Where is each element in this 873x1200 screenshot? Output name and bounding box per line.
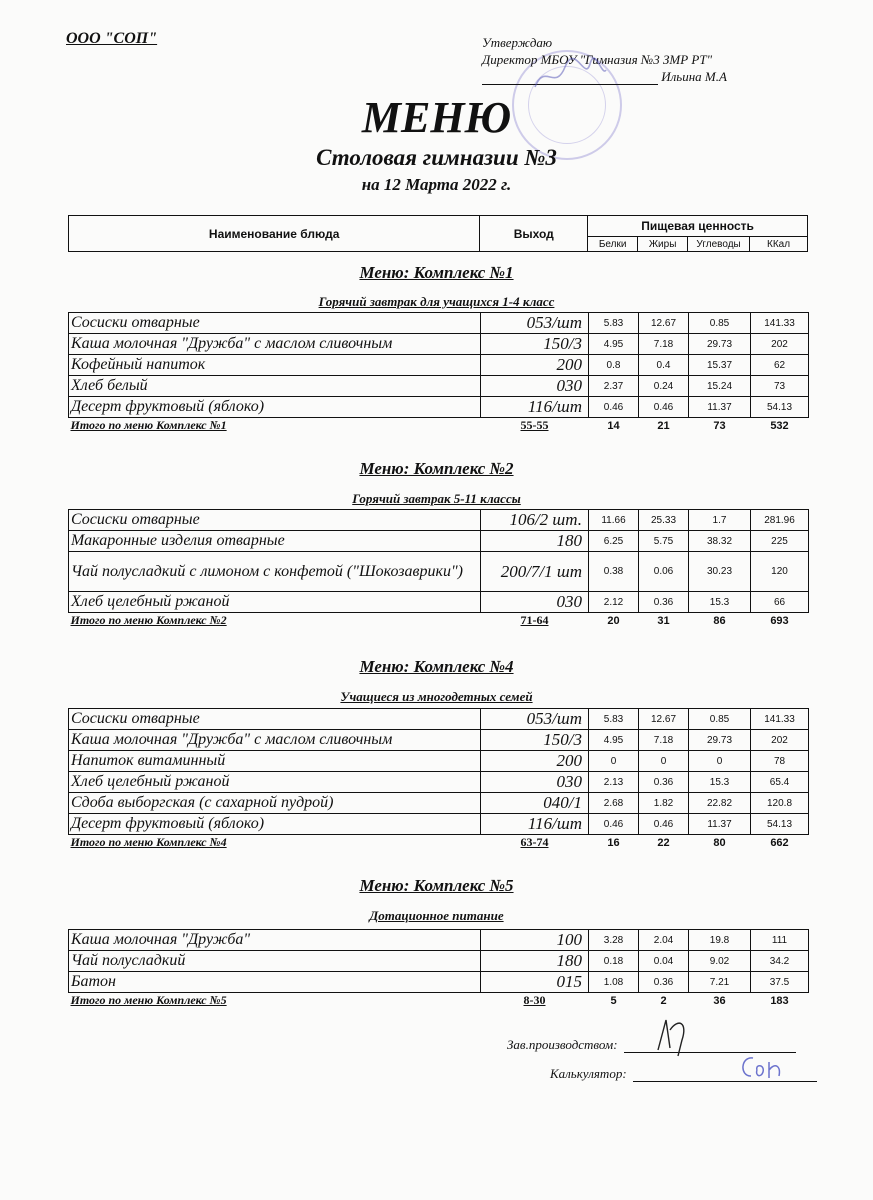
table-row: [69, 355, 809, 376]
total-label: Итого по меню Комплекс №2: [70, 613, 227, 627]
section-subtitle: Горячий завтрак для учащихся 1-4 класс: [318, 294, 555, 309]
dish-name: Батон: [69, 972, 481, 993]
production-signature-icon: [648, 1010, 698, 1060]
total-yield: 63-74: [520, 835, 549, 849]
dish-fat: 25.33: [639, 510, 689, 531]
menu-table-complex-2: [68, 509, 809, 628]
table-row: [69, 972, 809, 993]
dish-kcal: 34.2: [751, 951, 809, 972]
page-title: МЕНЮ: [361, 93, 512, 142]
dish-name: Сдоба выборгская (с сахарной пудрой): [69, 793, 481, 814]
dish-carbs: 29.73: [689, 730, 751, 751]
dish-protein: 3.28: [589, 930, 639, 951]
header-yield: Выход: [480, 216, 588, 252]
dish-fat: 0.4: [639, 355, 689, 376]
approve-label: Утверждаю: [482, 35, 553, 50]
total-row: [69, 993, 809, 1009]
dish-kcal: 73: [751, 376, 809, 397]
approve-name: Ильина М.А: [661, 69, 727, 84]
table-row: [69, 552, 809, 592]
total-carbs: 80: [713, 836, 726, 849]
menu-date: на 12 Марта 2022 г.: [361, 175, 512, 194]
dish-yield: 150/3: [481, 334, 589, 355]
table-row: [69, 772, 809, 793]
dish-protein: 0.8: [589, 355, 639, 376]
total-protein: 5: [610, 994, 617, 1007]
dish-fat: 7.18: [639, 730, 689, 751]
dish-protein: 2.13: [589, 772, 639, 793]
dish-name: Каша молочная "Дружба" с маслом сливочным: [69, 334, 481, 355]
dish-yield: 030: [481, 376, 589, 397]
dish-carbs: 19.8: [689, 930, 751, 951]
dish-carbs: 9.02: [689, 951, 751, 972]
total-protein: 16: [607, 836, 620, 849]
dish-kcal: 65.4: [751, 772, 809, 793]
dish-yield: 053/шт: [481, 313, 589, 334]
table-row: [69, 313, 809, 334]
dish-yield: 150/3: [481, 730, 589, 751]
total-row: [69, 418, 809, 434]
dish-carbs: 11.37: [689, 814, 751, 835]
dish-protein: 5.83: [589, 313, 639, 334]
section-title: Меню: Комплекс №5: [359, 876, 514, 895]
dish-yield: 015: [481, 972, 589, 993]
dish-kcal: 37.5: [751, 972, 809, 993]
dish-fat: 0: [639, 751, 689, 772]
total-yield: 8-30: [523, 993, 546, 1007]
header-dish: Наименование блюда: [69, 216, 480, 252]
dish-yield: 053/шт: [481, 709, 589, 730]
approve-position: Директор МБОУ "Гимназия №3 ЗМР РТ": [482, 52, 713, 67]
table-row: [69, 793, 809, 814]
total-carbs: 73: [713, 419, 726, 432]
dish-carbs: 15.3: [689, 772, 751, 793]
menu-table-complex-5: [68, 929, 809, 1008]
section-title: Меню: Комплекс №4: [359, 657, 514, 676]
dish-kcal: 54.13: [751, 814, 809, 835]
dish-kcal: 225: [751, 531, 809, 552]
dish-name: Хлеб целебный ржаной: [69, 772, 481, 793]
calculator-signature-icon: [735, 1048, 795, 1084]
table-row: [69, 510, 809, 531]
dish-yield: 180: [481, 951, 589, 972]
total-label: Итого по меню Комплекс №4: [70, 835, 227, 849]
dish-name: Макаронные изделия отварные: [69, 531, 481, 552]
dish-name: Каша молочная "Дружба" с маслом сливочным: [69, 730, 481, 751]
dish-protein: 6.25: [589, 531, 639, 552]
table-row: [69, 397, 809, 418]
dish-carbs: 15.3: [689, 592, 751, 613]
table-row: [69, 814, 809, 835]
dish-carbs: 15.24: [689, 376, 751, 397]
dish-yield: 200: [481, 355, 589, 376]
dish-fat: 0.04: [639, 951, 689, 972]
dish-kcal: 202: [751, 730, 809, 751]
dish-yield: 040/1: [481, 793, 589, 814]
total-fat: 31: [657, 614, 670, 627]
dish-fat: 0.06: [639, 552, 689, 592]
dish-yield: 030: [481, 592, 589, 613]
dish-carbs: 22.82: [689, 793, 751, 814]
total-fat: 21: [657, 419, 670, 432]
signature-production-label: Зав.производством:: [507, 1037, 618, 1052]
dish-kcal: 141.33: [751, 313, 809, 334]
header-carbs: Углеводы: [688, 237, 750, 252]
dish-kcal: 111: [751, 930, 809, 951]
dish-protein: 4.95: [589, 730, 639, 751]
dish-kcal: 66: [751, 592, 809, 613]
dish-kcal: 202: [751, 334, 809, 355]
dish-protein: 11.66: [589, 510, 639, 531]
header-protein: Белки: [588, 237, 638, 252]
header-nutrition: Пищевая ценность: [588, 216, 808, 237]
dish-fat: 12.67: [639, 709, 689, 730]
dish-kcal: 78: [751, 751, 809, 772]
dish-name: Сосиски отварные: [69, 313, 481, 334]
dish-protein: 0.38: [589, 552, 639, 592]
dish-carbs: 38.32: [689, 531, 751, 552]
table-row: [69, 730, 809, 751]
table-row: [69, 592, 809, 613]
dish-kcal: 54.13: [751, 397, 809, 418]
dish-yield: 200: [481, 751, 589, 772]
total-row: [69, 835, 809, 851]
total-kcal: 183: [770, 994, 789, 1007]
dish-carbs: 29.73: [689, 334, 751, 355]
dish-fat: 0.24: [639, 376, 689, 397]
dish-protein: 2.12: [589, 592, 639, 613]
section-subtitle: Учащиеся из многодетных семей: [340, 689, 533, 704]
menu-table-complex-1: [68, 312, 809, 433]
dish-kcal: 281.96: [751, 510, 809, 531]
dish-yield: 106/2 шт.: [481, 510, 589, 531]
dish-kcal: 120: [751, 552, 809, 592]
dish-protein: 0.18: [589, 951, 639, 972]
dish-fat: 12.67: [639, 313, 689, 334]
table-header: [68, 215, 808, 252]
total-yield: 71-64: [520, 613, 549, 627]
dish-protein: 0.46: [589, 814, 639, 835]
dish-carbs: 30.23: [689, 552, 751, 592]
dish-protein: 1.08: [589, 972, 639, 993]
dish-carbs: 7.21: [689, 972, 751, 993]
table-row: [69, 376, 809, 397]
dish-carbs: 0: [689, 751, 751, 772]
dish-protein: 4.95: [589, 334, 639, 355]
section-title: Меню: Комплекс №1: [359, 263, 514, 282]
total-kcal: 693: [770, 614, 789, 627]
total-label: Итого по меню Комплекс №5: [70, 993, 227, 1007]
dish-protein: 5.83: [589, 709, 639, 730]
dish-fat: 7.18: [639, 334, 689, 355]
total-row: [69, 613, 809, 629]
dish-protein: 2.37: [589, 376, 639, 397]
table-row: [69, 334, 809, 355]
dish-name: Каша молочная "Дружба": [69, 930, 481, 951]
dish-fat: 0.46: [639, 397, 689, 418]
dish-yield: 030: [481, 772, 589, 793]
total-kcal: 662: [770, 836, 789, 849]
table-row: [69, 930, 809, 951]
dish-yield: 116/шт: [481, 397, 589, 418]
dish-carbs: 1.7: [689, 510, 751, 531]
table-row: [69, 751, 809, 772]
dish-fat: 0.36: [639, 772, 689, 793]
section-title: Меню: Комплекс №2: [359, 459, 514, 478]
dish-name: Сосиски отварные: [69, 709, 481, 730]
dish-name: Хлеб целебный ржаной: [69, 592, 481, 613]
dish-carbs: 11.37: [689, 397, 751, 418]
dish-kcal: 62: [751, 355, 809, 376]
dish-name: Сосиски отварные: [69, 510, 481, 531]
section-subtitle: Горячий завтрак 5-11 классы: [352, 491, 521, 506]
dish-name: Чай полусладкий: [69, 951, 481, 972]
total-carbs: 86: [713, 614, 726, 627]
dish-yield: 116/шт: [481, 814, 589, 835]
dish-yield: 180: [481, 531, 589, 552]
dish-yield: 200/7/1 шт: [481, 552, 589, 592]
dish-carbs: 15.37: [689, 355, 751, 376]
total-fat: 2: [660, 994, 667, 1007]
company-name: ООО "СОП": [66, 30, 158, 47]
dish-name: Чай полусладкий с лимоном с конфетой ("Шокозаврики"): [69, 552, 481, 592]
dish-carbs: 0.85: [689, 709, 751, 730]
total-label: Итого по меню Комплекс №1: [70, 418, 227, 432]
dish-fat: 1.82: [639, 793, 689, 814]
signature-calculator-label: Калькулятор:: [550, 1066, 627, 1081]
dish-protein: 0.46: [589, 397, 639, 418]
dish-protein: 2.68: [589, 793, 639, 814]
dish-fat: 0.46: [639, 814, 689, 835]
header-kcal: ККал: [750, 237, 808, 252]
dish-fat: 0.36: [639, 972, 689, 993]
dish-name: Кофейный напиток: [69, 355, 481, 376]
dish-protein: 0: [589, 751, 639, 772]
section-subtitle: Дотационное питание: [369, 908, 504, 923]
table-row: [69, 531, 809, 552]
dish-kcal: 120.8: [751, 793, 809, 814]
dish-kcal: 141.33: [751, 709, 809, 730]
total-carbs: 36: [713, 994, 726, 1007]
page-subtitle: Столовая гимназии №3: [316, 145, 557, 170]
total-kcal: 532: [770, 419, 789, 432]
dish-fat: 0.36: [639, 592, 689, 613]
dish-carbs: 0.85: [689, 313, 751, 334]
dish-name: Хлеб белый: [69, 376, 481, 397]
dish-name: Напиток витаминный: [69, 751, 481, 772]
dish-fat: 5.75: [639, 531, 689, 552]
total-protein: 20: [607, 614, 620, 627]
dish-yield: 100: [481, 930, 589, 951]
dish-name: Десерт фруктовый (яблоко): [69, 814, 481, 835]
total-yield: 55-55: [520, 418, 549, 432]
total-protein: 14: [607, 419, 620, 432]
total-fat: 22: [657, 836, 670, 849]
table-row: [69, 951, 809, 972]
table-row: [69, 709, 809, 730]
dish-name: Десерт фруктовый (яблоко): [69, 397, 481, 418]
dish-fat: 2.04: [639, 930, 689, 951]
header-fat: Жиры: [638, 237, 688, 252]
menu-table-complex-4: [68, 708, 809, 850]
